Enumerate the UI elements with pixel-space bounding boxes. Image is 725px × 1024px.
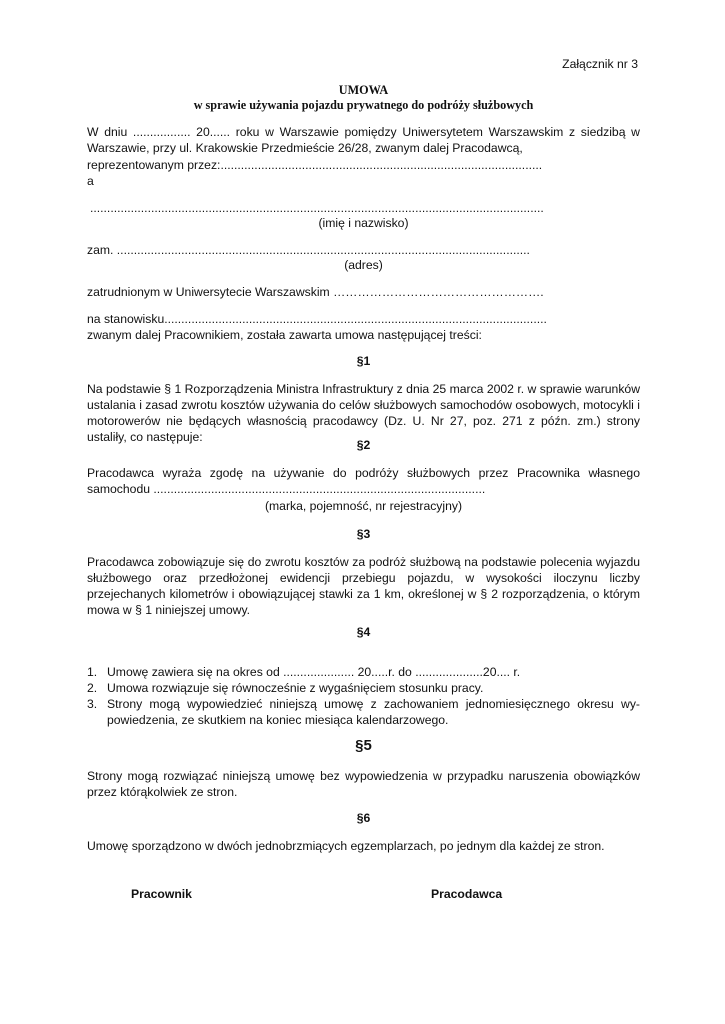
- document-title: UMOWA: [338, 83, 389, 97]
- address-line: zam. ..........................................................................................................................: [87, 243, 530, 257]
- annex-label: Załącznik nr 3: [562, 57, 638, 71]
- list-item: [87, 696, 640, 728]
- list-item-text: Umowa rozwiązuje się równocześnie z wygaśnięciem stosunku pracy.: [107, 681, 484, 695]
- section-2-caption: (marka, pojemność, nr rejestracyjny): [264, 499, 463, 513]
- section-5-text: Strony mogą rozwiązać niniejszą umowę bez wypowiedzenia w przypadku naruszenia obowiązków przez którąkolwiek ze stron.: [87, 769, 640, 799]
- section-5-heading: §5: [355, 737, 372, 754]
- section-3-text: Pracodawca zobowiązuje się do zwrotu kosztów za podróż służbową na podstawie polecenia wyjazdu służbowego oraz przedłożonej ewidencji przebiegu pojazdu, w wysokości iloczynu liczby przejechanych kilometrów i obowiązującej stawki za 1 km, określonej w § 2 rozporządzenia, o którym mowa w § 1 niniejszej umowy.: [87, 555, 640, 617]
- document-subtitle: w sprawie używania pojazdu prywatnego do podróży służbowych: [193, 98, 534, 112]
- list-item-number: 2.: [87, 681, 98, 695]
- section-4-list: [87, 664, 640, 728]
- list-item-number: 3.: [87, 697, 98, 711]
- section-1-heading: §1: [356, 354, 371, 368]
- employment-line: zatrudnionym w Uniwersytecie Warszawskim …………………………………………….: [87, 285, 544, 299]
- list-item-text: Strony mogą wypowiedzieć niniejszą umowę z zachowaniem jednomiesięcznego okresu wy-powiedzenia, ze skutkiem na koniec miesiąca kalendarzowego.: [107, 697, 640, 727]
- list-item: [87, 664, 640, 680]
- list-item-text: Umowę zawiera się na okres od ..................... 20.....r. do ....................20.... r.: [107, 665, 521, 679]
- section-6-heading: §6: [356, 811, 371, 825]
- conjunction-a: a: [87, 174, 94, 188]
- employee-designation: zwanym dalej Pracownikiem, została zawarta umowa następującej treści:: [87, 328, 482, 342]
- section-4-heading: §4: [356, 625, 371, 639]
- employee-name-caption: (imię i nazwisko): [318, 216, 409, 230]
- section-6-text: Umowę sporządzono w dwóch jednobrzmiących egzemplarzach, po jednym dla każdej ze stron.: [87, 839, 605, 853]
- position-line: na stanowisku.................................................................................................................: [87, 312, 547, 326]
- section-2-heading: §2: [356, 438, 371, 452]
- signature-employee-label: Pracownik: [131, 887, 192, 901]
- section-2-text: Pracodawca wyraża zgodę na używanie do podróży służbowych przez Pracownika własnego samochodu ..................................................................................................: [87, 466, 640, 496]
- address-caption: (adres): [344, 258, 383, 272]
- intro-paragraph: W dniu ................. 20...... roku w Warszawie pomiędzy Uniwersytetem Warszawskim z siedzibą w Warszawie, przy ul. Krakowskie Przedmieście 26/28, zwanym dalej Pracodawcą,: [87, 125, 640, 155]
- section-3-heading: §3: [356, 527, 371, 541]
- section-1-text: Na podstawie § 1 Rozporządzenia Ministra Infrastruktury z dnia 25 marca 2002 r. w sprawie warunków ustalania i zasad zwrotu kosztów używania do celów służbowych samochodów osobowych, motocykli i motorowerów nie będących własnością pracodawcy (Dz. U. Nr 27, poz. 271 z późn. zm.) strony ustaliły, co następuje:: [87, 382, 640, 444]
- employee-name-line: ......................................................................................................................................: [90, 201, 544, 215]
- representative-line: reprezentowanym przez:...............................................................................................: [87, 158, 543, 172]
- signature-employer-label: Pracodawca: [431, 887, 503, 901]
- list-item-number: 1.: [87, 665, 98, 679]
- list-item: [87, 680, 640, 696]
